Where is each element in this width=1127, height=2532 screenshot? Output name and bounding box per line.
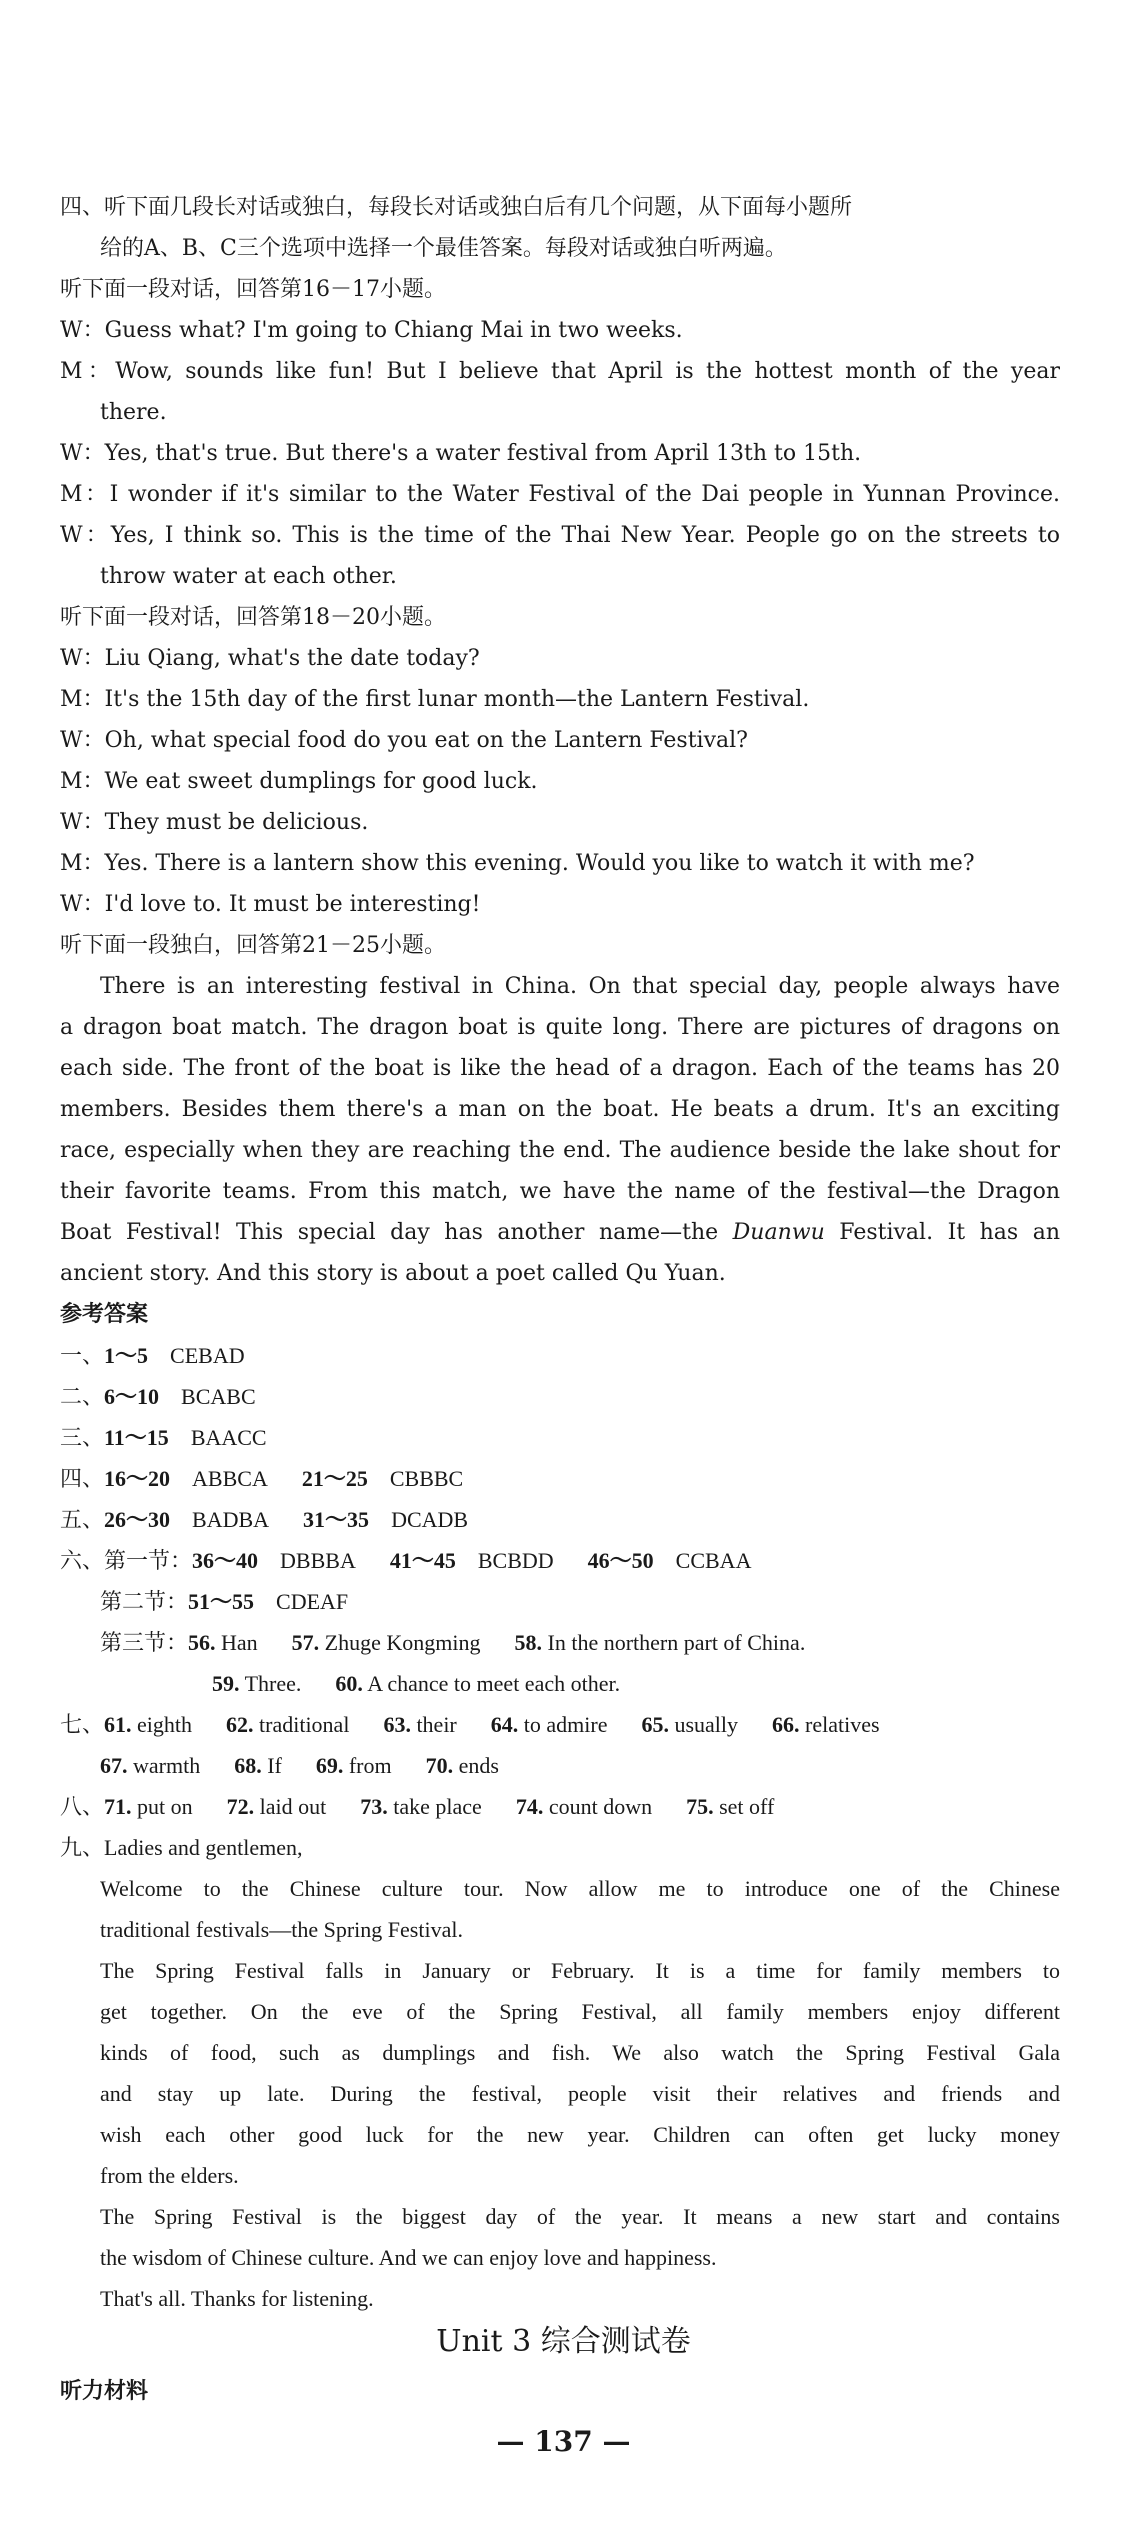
- item-answer: relatives: [805, 1712, 880, 1737]
- item-number: 73.: [360, 1794, 388, 1819]
- dialog-line: W：Liu Qiang, what's the date today?: [60, 646, 480, 671]
- item-answer: A chance to meet each other.: [367, 1671, 621, 1696]
- essay-line: That's all. Thanks for listening.: [100, 2286, 374, 2311]
- item-number: 58.: [514, 1630, 542, 1655]
- listening-label: 听力材料: [60, 2379, 149, 2404]
- item-number: 59.: [212, 1671, 240, 1696]
- answer-row: [212, 1664, 1060, 1704]
- item-answer: from: [348, 1753, 392, 1778]
- dialog-line: M：It's the 15th day of the first lunar month—the Lantern Festival.: [60, 687, 810, 712]
- answer-range: 16～20: [104, 1466, 171, 1491]
- item-number: 61.: [104, 1712, 132, 1737]
- dialog1-heading: 听下面一段对话，回答第16－17小题。: [60, 277, 446, 302]
- answer-range: 1～5: [104, 1343, 149, 1368]
- item-answer: Zhuge Kongming: [324, 1630, 481, 1655]
- answer-row: [100, 1582, 1060, 1622]
- item-answer: If: [267, 1753, 282, 1778]
- answer-prefix: 第二节：: [100, 1589, 189, 1614]
- answer-prefix: 八、: [60, 1794, 105, 1819]
- dialog-line: M：We eat sweet dumplings for good luck.: [60, 769, 538, 794]
- page-number: — 137 —: [496, 2425, 631, 2458]
- answer-prefix: 七、: [60, 1712, 105, 1737]
- dialog-line: there.: [100, 400, 167, 425]
- monologue-italic: Duanwu: [732, 1220, 825, 1245]
- answer-row: [60, 1705, 1060, 1745]
- item-answer: ends: [458, 1753, 499, 1778]
- monologue-line: a dragon boat match. The dragon boat is quite long. There are pictures of dragons on: [60, 1015, 1060, 1040]
- answer-letters: CEBAD: [170, 1343, 245, 1368]
- item-answer: In the northern part of China.: [547, 1630, 806, 1655]
- item-number: 56.: [188, 1630, 216, 1655]
- monologue-line: There is an interesting festival in China. On that special day, people always have: [100, 974, 1060, 999]
- answer-range: 51～55: [188, 1589, 255, 1614]
- item-answer: eighth: [137, 1712, 193, 1737]
- item-number: 60.: [335, 1671, 363, 1696]
- item-number: 69.: [315, 1753, 344, 1778]
- answer-letters: BCBDD: [477, 1548, 554, 1573]
- monologue-line: their favorite teams. From this match, we have the name of the festival—the Dragon: [60, 1179, 1060, 1204]
- item-number: 67.: [100, 1753, 128, 1778]
- dialog-line: W：I'd love to. It must be interesting!: [60, 892, 481, 917]
- item-answer: their: [416, 1712, 457, 1737]
- answer-row: [60, 1459, 1060, 1499]
- item-number: 71.: [104, 1794, 132, 1819]
- monologue-line: [60, 1213, 1060, 1253]
- answer-range: 41～45: [389, 1548, 456, 1573]
- essay-line: traditional festivals—the Spring Festival.: [100, 1917, 463, 1942]
- dialog2-heading: 听下面一段对话，回答第18－20小题。: [60, 605, 446, 630]
- item-answer: Three.: [244, 1671, 302, 1696]
- item-answer: warmth: [133, 1753, 201, 1778]
- dialog-line: W：Oh, what special food do you eat on the Lantern Festival?: [60, 728, 748, 753]
- answer-letters: BADBA: [192, 1507, 270, 1532]
- item-answer: set off: [719, 1794, 775, 1819]
- answer-range: 6～10: [104, 1384, 160, 1409]
- answer-prefix: 六、第一节：: [60, 1548, 193, 1573]
- answer-range: 26～30: [104, 1507, 171, 1532]
- monologue-text: Festival. It has an: [824, 1220, 1060, 1245]
- answer-prefix: 一、: [60, 1343, 105, 1368]
- answer-letters: CCBAA: [675, 1548, 752, 1573]
- answer-range: 46～50: [587, 1548, 654, 1573]
- answer-row: [60, 1541, 1060, 1581]
- item-number: 65.: [641, 1712, 669, 1737]
- answer-row: [100, 1746, 1060, 1786]
- item-number: 64.: [490, 1712, 519, 1737]
- dialog-line: throw water at each other.: [100, 564, 397, 589]
- essay-line: The Spring Festival is the biggest day of the year. It means a new start and contains: [100, 2204, 1060, 2229]
- item-answer: put on: [137, 1794, 193, 1819]
- answer-prefix: 二、: [60, 1384, 105, 1409]
- dialog-line: M：I wonder if it's similar to the Water Festival of the Dai people in Yunnan Province.: [60, 482, 1060, 507]
- section4-instruction: 四、听下面几段长对话或独白，每段长对话或独白后有几个问题，从下面每小题所: [60, 195, 853, 220]
- item-answer: count down: [548, 1794, 653, 1819]
- answer-prefix: 九、: [60, 1835, 105, 1860]
- answer-range: 36～40: [192, 1548, 259, 1573]
- essay-line: kinds of food, such as dumplings and fish. We also watch the Spring Festival Gala: [100, 2040, 1060, 2065]
- item-number: 66.: [772, 1712, 800, 1737]
- monologue-line: ancient story. And this story is about a poet called Qu Yuan.: [60, 1261, 726, 1286]
- answer-row: [60, 1377, 1060, 1417]
- essay-line: Welcome to the Chinese culture tour. Now allow me to introduce one of the Chinese: [100, 1876, 1060, 1901]
- monologue-line: members. Besides them there's a man on the boat. He beats a drum. It's an exciting: [60, 1097, 1060, 1122]
- answers-heading: 参考答案: [60, 1302, 149, 1327]
- answer-row: [100, 1623, 1060, 1663]
- item-number: 70.: [425, 1753, 454, 1778]
- answer-letters: DBBBA: [280, 1548, 356, 1573]
- essay-line: The Spring Festival falls in January or February. It is a time for family members to: [100, 1958, 1060, 1983]
- answer-row: [60, 1787, 1060, 1827]
- monologue-line: race, especially when they are reaching the end. The audience beside the lake shout for: [60, 1138, 1060, 1163]
- answer-range: 31～35: [303, 1507, 370, 1532]
- answer-letters: BCABC: [181, 1384, 256, 1409]
- essay-line: and stay up late. During the festival, people visit their relatives and friends and: [100, 2081, 1060, 2106]
- answer-letters: CDEAF: [276, 1589, 349, 1614]
- answer-prefix: 五、: [60, 1507, 105, 1532]
- item-number: 68.: [234, 1753, 262, 1778]
- answer-letters: CBBBC: [389, 1466, 464, 1491]
- answer-letters: DCADB: [391, 1507, 469, 1532]
- dialog-line: W：Yes, I think so. This is the time of the Thai New Year. People go on the streets to: [60, 523, 1060, 548]
- answer-prefix: 四、: [60, 1466, 105, 1491]
- answer-range: 21～25: [301, 1466, 368, 1491]
- item-number: 75.: [686, 1794, 714, 1819]
- answer-range: 11～15: [104, 1425, 169, 1450]
- answer-prefix: 第三节：: [100, 1630, 189, 1655]
- dialog-line: M：Yes. There is a lantern show this evening. Would you like to watch it with me?: [60, 851, 975, 876]
- dialog-line: W：Yes, that's true. But there's a water festival from April 13th to 15th.: [60, 441, 862, 466]
- essay-line: Ladies and gentlemen,: [104, 1835, 303, 1860]
- item-number: 63.: [383, 1712, 411, 1737]
- answer-row: [60, 1500, 1060, 1540]
- unit-title: Unit 3 综合测试卷: [436, 2324, 691, 2359]
- item-number: 57.: [291, 1630, 320, 1655]
- item-number: 62.: [226, 1712, 254, 1737]
- answer-prefix: 三、: [60, 1425, 105, 1450]
- essay-line: wish each other good luck for the new year. Children can often get lucky money: [100, 2122, 1060, 2147]
- answer-row: [60, 1336, 1060, 1376]
- item-answer: usually: [674, 1712, 739, 1737]
- answer-letters: BAACC: [190, 1425, 267, 1450]
- monologue-text: Boat Festival! This special day has another name—the: [60, 1220, 733, 1245]
- item-answer: Han: [221, 1630, 258, 1655]
- item-number: 74.: [515, 1794, 544, 1819]
- item-number: 72.: [226, 1794, 255, 1819]
- answer-row: [60, 1828, 1060, 1868]
- essay-line: get together. On the eve of the Spring Festival, all family members enjoy different: [100, 1999, 1060, 2024]
- item-answer: traditional: [259, 1712, 350, 1737]
- dialog-line: W：They must be delicious.: [60, 810, 369, 835]
- monologue-heading: 听下面一段独白，回答第21－25小题。: [60, 933, 446, 958]
- dialog-line: M：Wow, sounds like fun! But I believe that April is the hottest month of the year: [60, 359, 1060, 384]
- item-answer: take place: [393, 1794, 482, 1819]
- item-answer: to admire: [523, 1712, 608, 1737]
- monologue-line: each side. The front of the boat is like the head of a dragon. Each of the teams has 20: [60, 1056, 1060, 1081]
- answer-letters: ABBCA: [192, 1466, 268, 1491]
- item-answer: laid out: [259, 1794, 327, 1819]
- essay-line: the wisdom of Chinese culture. And we can enjoy love and happiness.: [100, 2245, 717, 2270]
- answer-row: [60, 1418, 1060, 1458]
- dialog-line: W：Guess what? I'm going to Chiang Mai in two weeks.: [60, 318, 683, 343]
- essay-line: from the elders.: [100, 2163, 239, 2188]
- section4-instruction-cont: 给的A、B、C三个选项中选择一个最佳答案。每段对话或独白听两遍。: [100, 236, 787, 261]
